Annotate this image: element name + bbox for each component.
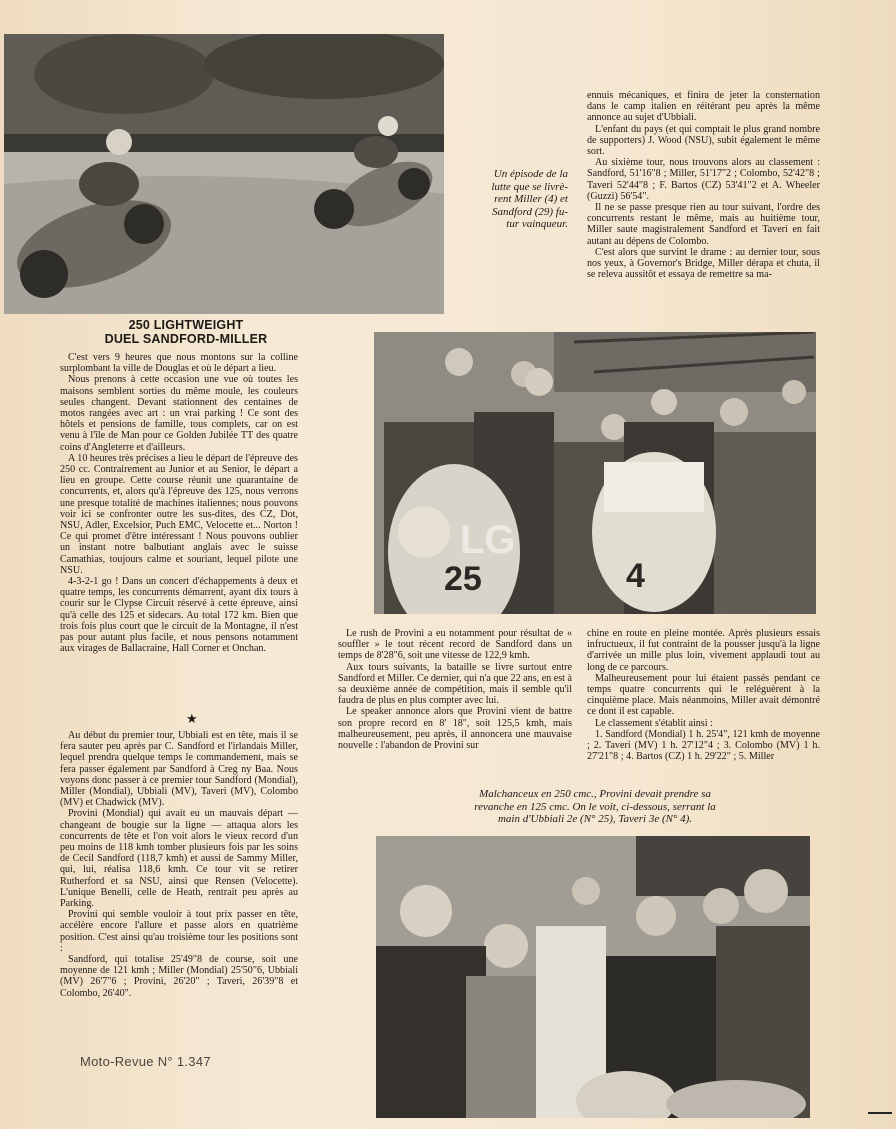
paragraph: Il ne se passe presque rien au tour suivant, l'ordre des concurrents restant le même, mais au huitième tour, Miller saute magistralement Sandford et Taveri en fait autant au dépens de Colombo.: [587, 202, 820, 247]
paragraph: Nous prenons à cette occasion une vue où toutes les maisons semblent sorties du même moule, les couleurs seules changent. Devant stationnent des centaines de motos rangées avec art : un vrai parking ! Ce sont des hôtels et pensions de famille, tous complets, car on est venu à l'île de Man pour ce Golden Jubilée TT des quatre coins d'Angleterre et d'ailleurs.: [60, 374, 298, 453]
paragraph: Malheureusement pour lui étaient passés pendant ce temps quatre concurrents qui le reléguèrent à la cinquième place. Mais néanmoins, Miller avait démontré ce dont il est capable.: [587, 672, 820, 718]
paragraph: C'est vers 9 heures que nous montons sur la colline surplombant la ville de Douglas et où le départ a lieu.: [60, 352, 298, 375]
caption-top: Un épisode de la lutte que se livrè- rent Miller (4) et Sandford (29) fu- tur vainqueur.: [491, 168, 568, 230]
paragraph: Aux tours suivants, la bataille se livre surtout entre Sandford et Miller. Ce dernier, qui n'a que 22 ans, en est à sa deuxième année de compétition, mais il semble qu'il faudra de plus en plus compter avec lui.: [338, 661, 572, 707]
column-center: [338, 628, 572, 751]
fairing-number-25: 25: [444, 560, 482, 598]
fairing-watermark: LG: [460, 518, 516, 562]
paragraph: L'enfant du pays (et qui comptait le plus grand nombre de supporters) J. Wood (NSU), subit également le même sort.: [587, 123, 820, 158]
column-left-a: [60, 352, 298, 654]
paragraph: C'est alors que survint le drame : au dernier tour, sous nos yeux, à Governor's Bridge, Miller dérapa et chuta, il se releva aussitôt et essaya de remettre sa ma-: [587, 246, 820, 281]
handshake-photo: [376, 836, 810, 1118]
paragraph: A 10 heures très précises a lieu le départ de l'épreuve des 250 cc. Contrairement au Junior et au Senior, le départ a lieu en groupe. Cette course réunit une quarantaine de concurrents, et, alors qu'à l'épreuve des 125, nous verrons une presque totalité de machines italiennes; nous pouvons voir ici se confronter outre les sus-dites, des CZ, Dot, NSU, Adler, Excelsior, Puch EMC, Velocette et... Norton ! Ce qui promet d'être intéressant ! Nous pouvons oublier un instant notre balbutiant anglais avec le suisse Camathias, toujours calme et souriant, lequel pilote une NSU.: [60, 452, 298, 576]
star-separator-icon: ★: [186, 711, 198, 726]
paragraph: Au sixième tour, nous trouvons alors au classement : Sandford, 51'16"8 ; Miller, 51'17"2 ; Colombo, 52'42"8 ; Taveri 52'44"8 ; F. Bartos (CZ) 53'41"2 et A. Wheeler (Guzzi) 56'54".: [587, 157, 820, 202]
paragraph: ennuis mécaniques, et finira de jeter la consternation dans le camp italien en réitérant peu après la même annonce au sujet d'Ubbiali.: [587, 90, 820, 124]
paragraph: Provini (Mondial) qui avait eu un mauvais départ — changeant de bougie sur la ligne — attaqua alors les concurrents de tête et l'on voit alors le vieux record d'un peu moins de 118 kmh tomber plusieurs fois par les soins de Cecil Sandford (118,7 kmh) et aussi de Sammy Miller, qui, lui, réalisa 118,6 kmh. Ce tour vit se retirer Rutherford et sa NSU, ainsi que Rensen (Velocette). L'unique Benelli, celle de Heath, rentrait peu après au Parking.: [60, 808, 298, 910]
paragraph: Le speaker annonce alors que Provini vient de battre son propre record en 8' 18", soit 125,5 kmh, mais malheureusement, peu après, il annoncera une mauvaise nouvelle : l'abandon de Provini sur: [338, 706, 572, 752]
column-right-mid: [587, 628, 820, 762]
race-photo: [4, 34, 444, 314]
paragraph: Le rush de Provini a eu notamment pour résultat de « souffler » le tout récent record de Sandford dans un temps de 8'28"6, soit une vitesse de 122,9 kmh.: [338, 628, 572, 662]
column-right-top: [587, 90, 820, 280]
paragraph: Sandford, qui totalise 25'49"8 de course, soit une moyenne de 121 kmh ; Miller (Mondial) 25'50"6, Ubbiali (MV) 26'7"6 ; Provini, 26'20" ; Taveri, 26'39"8 et Colombo, 26'40".: [60, 954, 298, 999]
caption-middle: Malchanceux en 250 cmc., Provini devait prendre sa revanche en 125 cmc. On le voit, ci-dessous, serrant la main d'Ubbiali 2e (N° 25), Taveri 3e (N° 4).: [474, 788, 716, 825]
column-left-b: [60, 730, 298, 999]
magazine-footer: Moto-Revue N° 1.347: [80, 1054, 211, 1069]
paragraph: 4-3-2-1 go ! Dans un concert d'échappements à deux et quatre temps, les concurrents démarrent, ayant dix tours à courir sur le Clypse Circuit réservé à cette épreuve, ainsi qu'à celle des 125 et sidecars. Au total 172 km. Bien que trois fois plus court que le circuit de la Montagne, il n'est pas pour autant plus facile, et nous pensons notamment aux virages de Ballacraine, Hall Corner et Onchan.: [60, 576, 298, 655]
article-headline: 250 LIGHTWEIGHT DUEL SANDFORD-MILLER: [104, 318, 268, 346]
paragraph: Le classement s'établit ainsi :: [595, 717, 713, 729]
page-corner-rule: [868, 1112, 892, 1114]
podium-photo: [374, 332, 816, 614]
paragraph: chine en route en pleine montée. Après plusieurs essais infructueux, il fut contraint de la pousser jusqu'à la ligne d'arrivée un mille plus loin, vivement applaudi tout au long de ce parcours.: [587, 628, 820, 673]
paragraph: 1. Sandford (Mondial) 1 h. 25'4", 121 kmh de moyenne ; 2. Taveri (MV) 1 h. 27'12"4 ; 3. Colombo (MV) 1 h. 27'21"8 ; 4. Bartos (CZ) 1 h. 29'22" ; 5. Miller: [587, 728, 820, 763]
fairing-number-4: 4: [626, 557, 645, 595]
paragraph: Provini qui semble vouloir à tout prix passer en tête, accélère encore l'allure et passe alors en quatrième position. C'est ainsi qu'au troisième tour les positions sont :: [60, 909, 298, 954]
paragraph: Au début du premier tour, Ubbiali est en tête, mais il se fera sauter peu après par C. Sandford et l'irlandais Miller, lequel prendra quelque temps le commandement, mais se fera passer également par Sandford à Creg ny Baa. Nous voyons donc passer à ce premier tour Sandford (Mondial), Miller (Mondial), Ubbiali (MV), Taveri (MV), Colombo (MV) et Chadwick (MV).: [60, 730, 298, 809]
